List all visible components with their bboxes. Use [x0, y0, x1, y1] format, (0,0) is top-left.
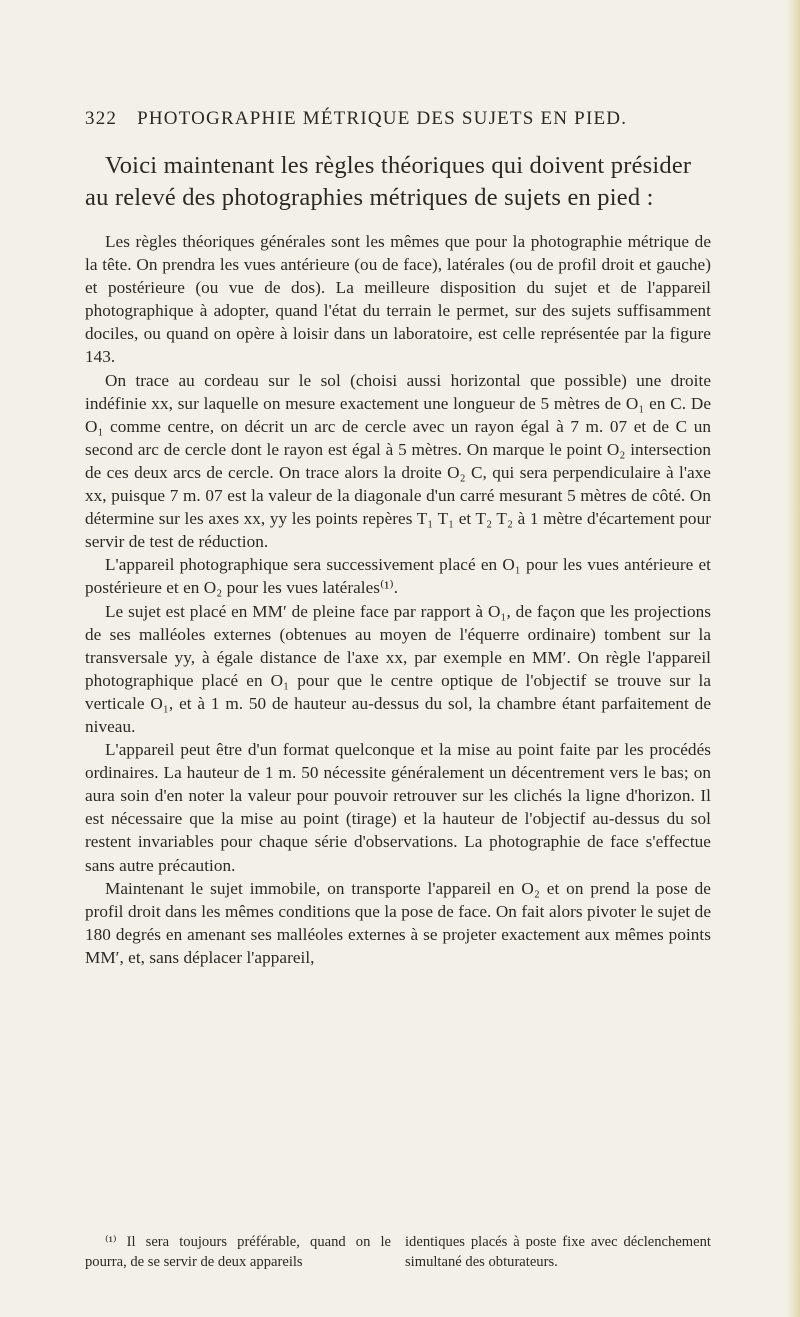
footnote-column-1: ⁽¹⁾ Il sera toujours préférable, quand on le pourra, de se servir de deux appareils: [85, 1234, 391, 1270]
paragraph: L'appareil photographique sera successivement placé en O₁ pour les vues antérieure et postérieure et en O₂ pour les vues latérales⁽¹⁾.: [85, 555, 711, 598]
running-header: [85, 108, 705, 130]
running-title: PHOTOGRAPHIE MÉTRIQUE DES SUJETS EN PIED.: [137, 108, 628, 129]
page-edge: [786, 0, 800, 1317]
page-number: 322: [85, 108, 118, 129]
paragraph: On trace au cordeau sur le sol (choisi aussi horizontal que possible) une droite indéfinie xx, sur laquelle on mesure exactement une longueur de 5 mètres de O₁ en C. De O₁ comme centre, on décrit un arc de cercle avec un rayon égal à 7 m. 07 et de C un second arc de cercle dont le rayon est égal à 5 mètres. On marque le point O₂ intersection de ces deux arcs de cercle. On trace alors la droite O₂ C, qui sera perpendiculaire à l'axe xx, puisque 7 m. 07 est la valeur de la diagonale d'un carré mesurant 5 mètres de côté. On détermine sur les axes xx, yy les points repères T₁ T₁ et T₂ T₂ à 1 mètre d'écartement pour servir de test de réduction.: [85, 370, 711, 552]
paragraph: Le sujet est placé en MM′ de pleine face par rapport à O₁, de façon que les projections de ses malléoles externes (obtenues au moyen de l'équerre ordinaire) tombent sur la transversale yy, à égale distance de l'axe xx, par exemple en MM′. On règle l'appareil photographique placé en O₁ pour que le centre optique de l'objectif se trouve sur la verticale O₁, et à 1 m. 50 de hauteur au-dessus du sol, la chambre étant parfaitement de niveau.: [85, 601, 711, 736]
intro-line-1: Voici maintenant les règles théoriques qui doivent présider: [105, 152, 692, 179]
paragraph: Les règles théoriques générales sont les mêmes que pour la photographie métrique de la tête. On prendra les vues antérieure (ou de face), latérales (ou de profil droit et gauche) et postérieure (ou vue de dos). La meilleure disposition du sujet et de l'appareil photographique à adopter, quand l'état du terrain le permet, sur des sujets suffisamment dociles, ou quand on opère à loisir dans un laboratoire, est celle représentée par la figure 143.: [85, 232, 711, 367]
intro-line-2: au relevé des photographies métriques de sujets en pied :: [85, 184, 654, 211]
footnote-column-2: identiques placés à poste fixe avec déclenchement simultané des obturateurs.: [405, 1234, 711, 1270]
paragraph: L'appareil peut être d'un format quelconque et la mise au point faite par les procédés ordinaires. La hauteur de 1 m. 50 nécessite généralement un décentrement vers le bas; on aura soin d'en noter la valeur pour pouvoir retrouver sur les clichés la ligne d'horizon. Il est nécessaire que la mise au point (tirage) et la hauteur de l'objectif au-dessus du sol restent invariables pour chaque série d'observations. La photographie de face s'effectue sans autre précaution.: [85, 740, 711, 875]
intro-heading: [85, 150, 710, 214]
body-text: [85, 230, 711, 969]
footnote: [85, 1233, 711, 1272]
paragraph: Maintenant le sujet immobile, on transporte l'appareil en O₂ et on prend la pose de profil droit dans les mêmes conditions que la pose de face. On fait alors pivoter le sujet de 180 degrés en amenant ses malléoles externes à se projeter exactement aux mêmes points MM′, et, sans déplacer l'appareil,: [85, 878, 711, 967]
